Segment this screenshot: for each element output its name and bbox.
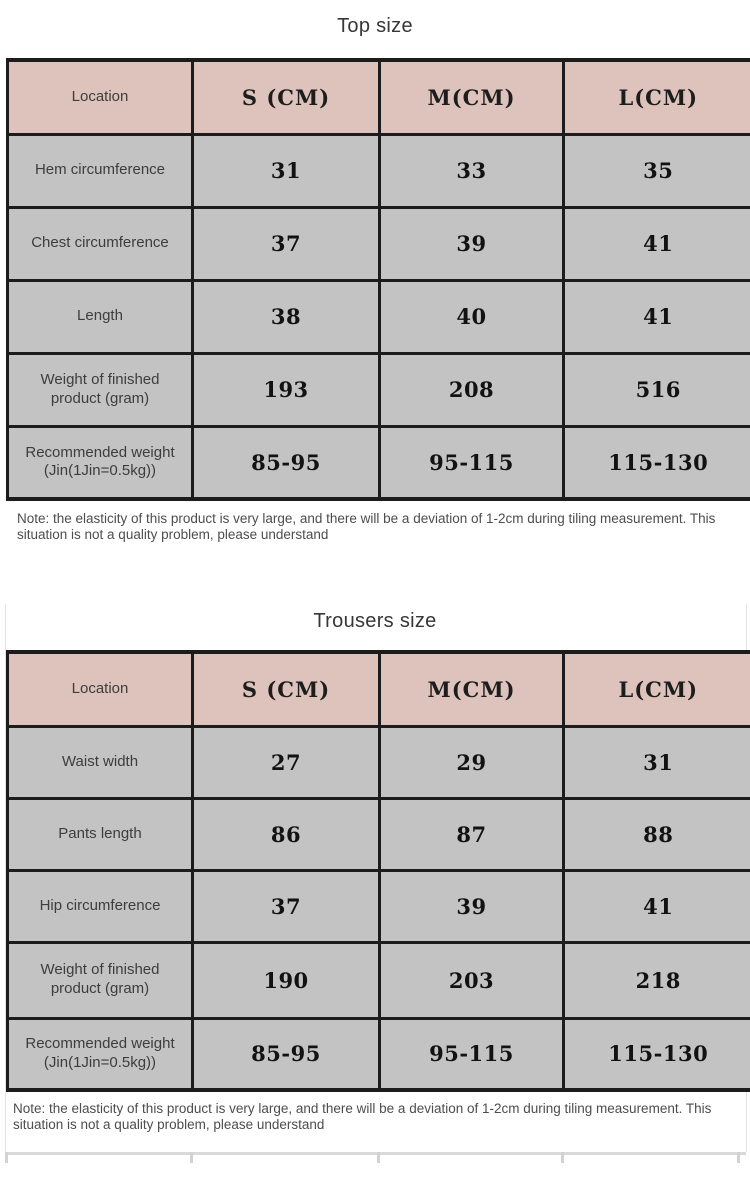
table-row xyxy=(8,798,750,870)
value-m: 33 xyxy=(380,134,564,207)
column-header-l: L(CM) xyxy=(564,652,750,726)
table-row xyxy=(8,942,750,1018)
table-row xyxy=(8,134,750,207)
value-l: 115-130 xyxy=(564,1018,750,1090)
row-label: Waist width xyxy=(8,726,193,798)
cropped-table-tick xyxy=(737,1152,740,1163)
cropped-table-tick xyxy=(190,1152,193,1163)
column-header-location: Location xyxy=(8,652,193,726)
row-label: Recommended weight (Jin(1Jin=0.5kg)) xyxy=(8,426,193,499)
column-header-s: S (CM) xyxy=(193,652,380,726)
cropped-table-edge xyxy=(5,1152,746,1155)
column-header-m: M(CM) xyxy=(380,60,564,134)
value-s: 190 xyxy=(193,942,380,1018)
note-text: Note: the elasticity of this product is very large, and there will be a deviation of 1-2cm during tiling measurement. This situation is not a quality problem, please understand xyxy=(13,1101,712,1132)
value-m: 39 xyxy=(380,870,564,942)
cropped-table-tick xyxy=(377,1152,380,1163)
value-s: 31 xyxy=(193,134,380,207)
value-s: 85-95 xyxy=(193,1018,380,1090)
row-label: Length xyxy=(8,280,193,353)
value-s: 85-95 xyxy=(193,426,380,499)
value-l: 41 xyxy=(564,280,750,353)
value-s: 37 xyxy=(193,207,380,280)
column-header-l: L(CM) xyxy=(564,60,750,134)
cropped-table-tick xyxy=(561,1152,564,1163)
value-l: 41 xyxy=(564,870,750,942)
value-s: 38 xyxy=(193,280,380,353)
value-s: 193 xyxy=(193,353,380,426)
header-row xyxy=(8,60,750,134)
row-label: Chest circumference xyxy=(8,207,193,280)
value-m: 29 xyxy=(380,726,564,798)
table-row xyxy=(8,426,750,499)
column-header-location: Location xyxy=(8,60,193,134)
top-size-title: Top size xyxy=(337,15,413,37)
table-row xyxy=(8,207,750,280)
value-l: 35 xyxy=(564,134,750,207)
table-row xyxy=(8,870,750,942)
value-m: 95-115 xyxy=(380,1018,564,1090)
value-m: 208 xyxy=(380,353,564,426)
row-label: Weight of finished product (gram) xyxy=(8,942,193,1018)
table-row xyxy=(8,1018,750,1090)
value-m: 203 xyxy=(380,942,564,1018)
row-label: Recommended weight (Jin(1Jin=0.5kg)) xyxy=(8,1018,193,1090)
value-m: 40 xyxy=(380,280,564,353)
value-l: 31 xyxy=(564,726,750,798)
row-label: Hem circumference xyxy=(8,134,193,207)
value-s: 37 xyxy=(193,870,380,942)
column-header-m: M(CM) xyxy=(380,652,564,726)
value-m: 87 xyxy=(380,798,564,870)
value-l: 88 xyxy=(564,798,750,870)
cropped-table-tick xyxy=(5,1152,8,1163)
row-label: Pants length xyxy=(8,798,193,870)
trousers-size-table xyxy=(6,650,750,1092)
value-m: 95-115 xyxy=(380,426,564,499)
table-row xyxy=(8,280,750,353)
trousers-size-title: Trousers size xyxy=(313,610,437,632)
value-l: 218 xyxy=(564,942,750,1018)
table-row xyxy=(8,353,750,426)
top-size-table xyxy=(6,58,750,501)
row-label: Hip circumference xyxy=(8,870,193,942)
table-row xyxy=(8,726,750,798)
value-l: 516 xyxy=(564,353,750,426)
header-row xyxy=(8,652,750,726)
note-text: Note: the elasticity of this product is very large, and there will be a deviation of 1-2cm during tiling measurement. This situation is not a quality problem, please understand xyxy=(17,511,716,542)
row-label: Weight of finished product (gram) xyxy=(8,353,193,426)
value-s: 27 xyxy=(193,726,380,798)
value-m: 39 xyxy=(380,207,564,280)
value-l: 115-130 xyxy=(564,426,750,499)
value-s: 86 xyxy=(193,798,380,870)
column-header-s: S (CM) xyxy=(193,60,380,134)
value-l: 41 xyxy=(564,207,750,280)
